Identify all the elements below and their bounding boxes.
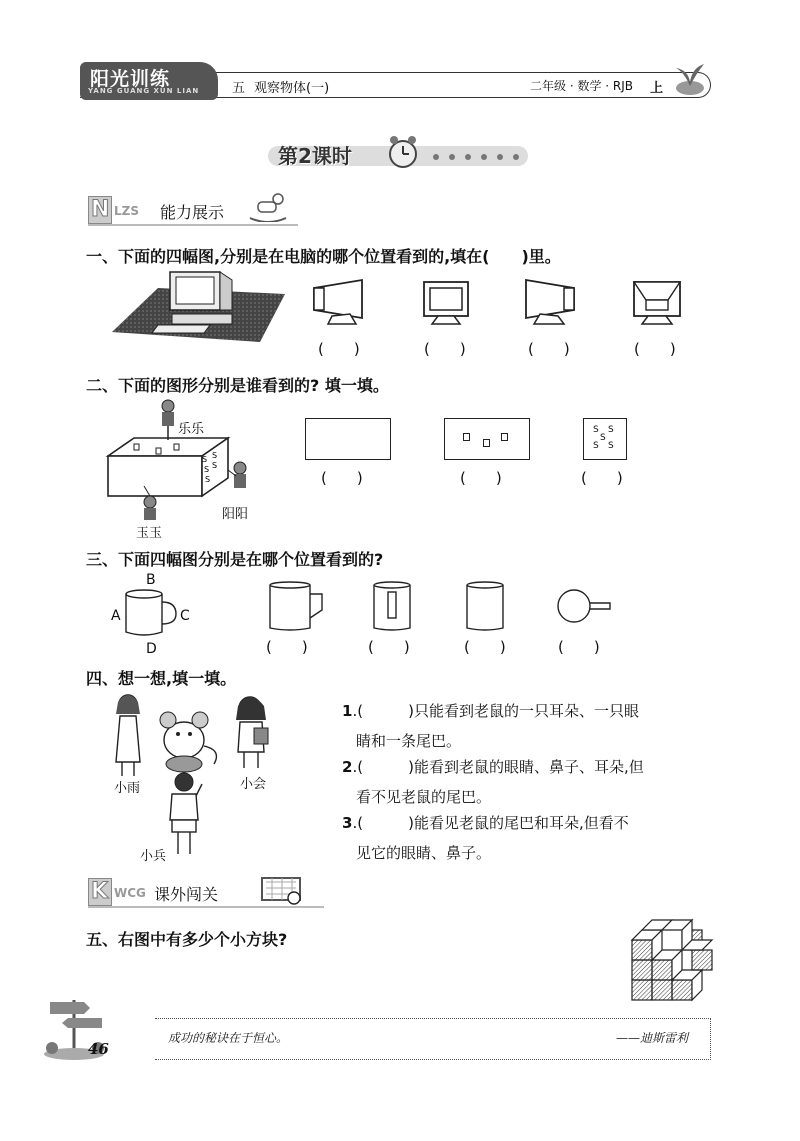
q2-answer-3[interactable]: ( ) <box>581 469 623 487</box>
unit-title: 观察物体(一) <box>254 81 330 96</box>
volume-label: 上 <box>650 81 664 96</box>
box-side-letter: S <box>205 475 211 484</box>
label-b: B <box>146 572 156 588</box>
side-letter: S <box>593 425 599 435</box>
side-letter: S <box>608 425 614 435</box>
q4-answer-1[interactable]: ( ) <box>357 702 414 720</box>
q4-item-text-cont: 睛和一条尾巴。 <box>356 732 462 750</box>
q3-answer-4[interactable]: ( ) <box>558 638 600 656</box>
brand-title: 阳光训练 <box>90 68 171 90</box>
q2-view-top-dots <box>444 418 530 460</box>
plant-icon <box>670 58 710 98</box>
label-a: A <box>111 608 121 624</box>
brand-subtitle: YANG GUANG XUN LIAN <box>88 87 200 95</box>
cup-view-top <box>556 586 616 626</box>
unit-number: 五 <box>232 81 246 96</box>
q4-answer-2[interactable]: ( ) <box>357 758 414 776</box>
q4-item-2: 2.( )能看到老鼠的眼睛、鼻子、耳朵,但 看不见老鼠的尾巴。 <box>342 752 710 812</box>
page-number: 46 <box>88 1040 109 1058</box>
q2-answer-1[interactable]: ( ) <box>321 469 363 487</box>
label-c: C <box>180 608 190 624</box>
q5-title: 五、右图中有多少个小方块? <box>86 930 288 949</box>
computer-illustration <box>110 270 290 345</box>
cup-perspective <box>124 588 178 640</box>
q4-title: 四、想一想,填一填。 <box>86 669 237 688</box>
monitor-view-front <box>420 278 472 328</box>
q4-item-text: 能看到老鼠的眼睛、鼻子、耳朵,但 <box>413 758 644 776</box>
cup-view-side-handle <box>268 580 324 634</box>
monitor-view-side-right <box>522 278 578 328</box>
lesson-banner <box>268 140 528 168</box>
box-side-letter: S <box>204 465 210 474</box>
decorative-dots <box>428 150 528 164</box>
q3-title: 三、下面四幅图分别是在哪个位置看到的? <box>86 550 384 569</box>
q1-answer-3[interactable]: ( ) <box>528 340 570 358</box>
name-xiaoyu: 小雨 <box>114 781 141 796</box>
q4-item-number: 2 <box>342 758 353 776</box>
monitor-view-side-left <box>312 278 368 328</box>
q4-item-text: 只能看到老鼠的一只耳朵、一只眼 <box>413 702 639 720</box>
cup-view-no-handle <box>465 580 509 634</box>
q4-answer-3[interactable]: ( ) <box>357 814 414 832</box>
q3-answer-2[interactable]: ( ) <box>368 638 410 656</box>
monitor-view-back <box>630 278 684 328</box>
footer-quote: 成功的秘诀在于恒心。 <box>168 1031 289 1045</box>
q4-item-1: 1.( )只能看到老鼠的一只耳朵、一只眼 睛和一条尾巴。 <box>342 696 710 756</box>
q2-view-side-s <box>583 418 627 460</box>
section-a-letter: N <box>91 197 110 222</box>
q4-item-text: 能看见老鼠的尾巴和耳朵,但看不 <box>413 814 629 832</box>
q2-view-plain <box>305 418 391 460</box>
lesson-title: 第2课时 <box>278 144 352 168</box>
soccer-goal-icon <box>258 874 304 906</box>
q1-answer-4[interactable]: ( ) <box>634 340 676 358</box>
section-b-heading <box>88 876 324 908</box>
box-side-letter: S <box>212 461 218 470</box>
rocking-horse-icon <box>246 190 290 222</box>
name-xiaohui: 小会 <box>240 777 267 792</box>
q2-answer-2[interactable]: ( ) <box>460 469 502 487</box>
grade-label: 二年级 · 数学 · RJB <box>530 79 633 93</box>
q4-item-text-cont: 见它的眼睛、鼻子。 <box>356 844 492 862</box>
q4-item-3: 3.( )能看见老鼠的尾巴和耳朵,但看不 见它的眼睛、鼻子。 <box>342 808 710 868</box>
section-b-letter: K <box>91 879 109 904</box>
cube-stack-illustration <box>630 918 714 1002</box>
cup-view-handle-front <box>372 580 416 634</box>
footer-author: ——迪斯雷利 <box>616 1031 689 1045</box>
q4-item-number: 1 <box>342 702 353 720</box>
box-side-letter: S <box>212 451 218 460</box>
q3-answer-3[interactable]: ( ) <box>464 638 506 656</box>
name-yangyang: 阳阳 <box>222 507 249 522</box>
q2-title: 二、下面的图形分别是谁看到的? 填一填。 <box>86 376 389 395</box>
section-a-title: 能力展示 <box>160 203 225 222</box>
box-side-letter: S <box>202 455 208 464</box>
name-xiaobing: 小兵 <box>140 849 167 864</box>
q4-item-text-cont: 看不见老鼠的尾巴。 <box>356 788 492 806</box>
side-letter: S <box>593 441 599 451</box>
brand-logo <box>80 62 218 100</box>
q1-title: 一、下面的四幅图,分别是在电脑的哪个位置看到的,填在( )里。 <box>86 247 561 266</box>
q1-answer-1[interactable]: ( ) <box>318 340 360 358</box>
q4-item-number: 3 <box>342 814 353 832</box>
side-letter: S <box>608 441 614 451</box>
q3-answer-1[interactable]: ( ) <box>266 638 308 656</box>
q1-answer-2[interactable]: ( ) <box>424 340 466 358</box>
section-b-title: 课外闯关 <box>154 885 219 904</box>
section-a-heading <box>88 196 298 226</box>
section-b-code: WCG <box>114 886 146 900</box>
label-d: D <box>146 641 157 657</box>
name-yuyu: 玉玉 <box>136 526 163 541</box>
name-lele: 乐乐 <box>178 422 205 437</box>
section-a-code: LZS <box>114 204 139 218</box>
side-letter: S <box>600 433 606 443</box>
clock-icon <box>386 134 420 170</box>
